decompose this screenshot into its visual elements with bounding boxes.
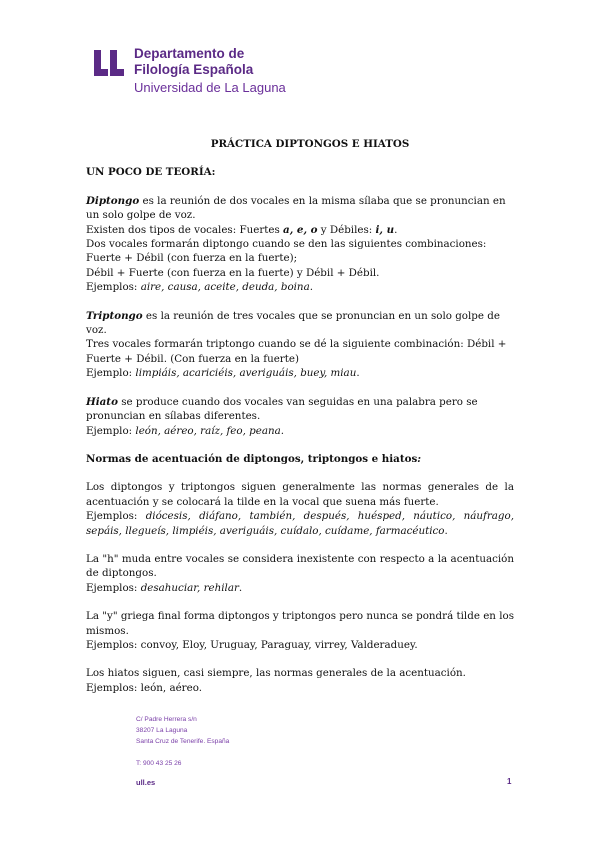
triptongo-paragraph	[86, 309, 514, 381]
norms-heading: Normas de acentuación de diptongos, triptongos e hiatos:	[86, 452, 422, 465]
norm-4-text: Los hiatos siguen, casi siempre, las normas generales de la acentuación.	[86, 667, 466, 680]
diptongo-examples: Ejemplos: aire, causa, aceite, deuda, boina.	[86, 281, 313, 294]
department-name	[134, 46, 253, 78]
document-body	[86, 137, 514, 709]
theory-heading: UN POCO DE TEORÍA:	[86, 166, 216, 179]
dept-line-2: Filología Española	[134, 62, 254, 77]
triptongo-definition: Triptongo es la reunión de tres vocales que se pronuncian en un solo golpe de voz.	[86, 309, 500, 337]
diptongo-combos: Dos vocales formarán diptongo cuando se den las siguientes combinaciones:	[86, 238, 487, 251]
diptongo-combo-2: Débil + Fuerte (con fuerza en la fuerte) y Débil + Débil.	[86, 266, 380, 279]
address-line-1: C/ Padre Herrera s/n	[136, 716, 197, 723]
diptongo-definition: Diptongo es la reunión de dos vocales en la misma sílaba que se pronuncian en un solo golpe de voz.	[86, 194, 506, 222]
norm-1-text: Los diptongos y triptongos siguen generalmente las normas generales de la acentuación y se colocará la tilde en la vocal que suena más fuerte.	[86, 481, 514, 508]
norm-3-examples: Ejemplos: convoy, Eloy, Uruguay, Paraguay, virrey, Valderaduey.	[86, 638, 418, 651]
norm-2-paragraph	[86, 552, 514, 595]
footer-address	[136, 714, 229, 769]
university-name: Universidad de La Laguna	[134, 80, 286, 95]
hiato-paragraph	[86, 395, 514, 438]
triptongo-examples: Ejemplo: limpiáis, acariciéis, averiguáis, buey, miau.	[86, 367, 360, 380]
triptongo-term: Triptongo	[86, 309, 143, 322]
norm-3-paragraph	[86, 609, 514, 652]
diptongo-term: Diptongo	[86, 194, 140, 207]
hiato-examples: Ejemplo: león, aéreo, raíz, feo, peana.	[86, 424, 285, 437]
phone-number: T: 900 43 25 26	[136, 760, 182, 767]
page-title: PRÁCTICA DIPTONGOS E HIATOS	[210, 138, 410, 150]
diptongo-combo-1: Fuerte + Débil (con fuerza en la fuerte);	[86, 252, 298, 265]
dept-line-1: Departamento de	[134, 46, 245, 61]
ull-logo-icon	[92, 48, 126, 78]
address-line-3: Santa Cruz de Tenerife. España	[136, 738, 230, 745]
hiato-term: Hiato	[86, 395, 118, 408]
norm-1-examples: Ejemplos: diócesis, diáfano, también, después, huésped, náutico, náufrago, sepáis, llegueís, limpiéis, averiguáis, cuídalo, cuídame, farmacéutico.	[86, 510, 514, 537]
website-link[interactable]: ull.es	[136, 778, 156, 787]
vowel-types: Existen dos tipos de vocales: Fuertes a, e, o y Débiles: i, u.	[86, 223, 398, 236]
norm-2-examples: Ejemplos: desahuciar, rehilar.	[86, 581, 243, 594]
diptongo-paragraph	[86, 194, 514, 295]
norm-4-paragraph	[86, 666, 514, 695]
norm-1-paragraph	[86, 480, 514, 538]
hiato-definition: Hiato se produce cuando dos vocales van seguidas en una palabra pero se pronuncian en sílabas diferentes.	[86, 395, 478, 423]
page-number: 1	[507, 777, 512, 786]
triptongo-rule: Tres vocales formarán triptongo cuando se dé la siguiente combinación: Débil + Fuerte + Débil. (Con fuerza en la fuerte)	[86, 338, 507, 365]
address-line-2: 38207 La Laguna	[136, 727, 188, 734]
norm-4-examples: Ejemplos: león, aéreo.	[86, 681, 202, 694]
norm-3-text: La "y" griega final forma diptongos y triptongos pero nunca se pondrá tilde en los mismos.	[86, 610, 514, 637]
norm-2-text: La "h" muda entre vocales se considera inexistente con respecto a la acentuación de diptongos.	[86, 552, 514, 580]
